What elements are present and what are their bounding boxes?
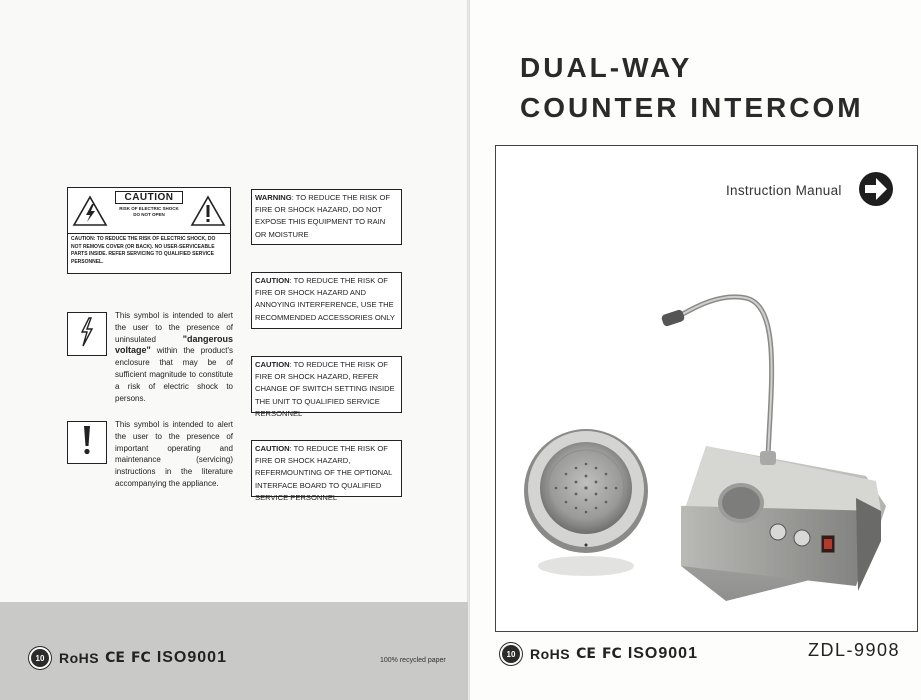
left-certification-row (31, 649, 227, 667)
caution-text-accessories: : TO REDUCE THE RISK OF FIRE OR SHOCK HAZARD AND ANNOYING INTERFERENCE, USE THE RECOMMENDED ACCESSORIES ONLY (255, 276, 395, 322)
caution-text-switch: : TO REDUCE THE RISK OF FIRE OR SHOCK HAZARD, REFER CHANGE OF SWITCH SETTING INSIDE THE UNIT TO QUALIFIED SERVICE RERSONNEL (255, 360, 395, 418)
ten-year-badge-icon-right: 10 (502, 645, 520, 663)
ce-mark: CE (105, 650, 125, 666)
caution-label-accessories: CAUTION (255, 276, 290, 285)
page-spine (467, 0, 470, 700)
warning-box-rain (251, 189, 402, 245)
lightning-text-before: This symbol is intended to alert the user to the presence of uninsulated (115, 311, 233, 344)
title-line-1: DUAL-WAY (520, 52, 693, 83)
model-number: ZDL-9908 (808, 640, 901, 660)
caution-box-interface (251, 440, 402, 502)
instruction-manual-label: Instruction Manual (726, 183, 842, 198)
recycled-paper-note: 100% recycled paper (380, 657, 446, 664)
rohs-mark-right: RoHS (530, 646, 571, 662)
caution-box-accessories (251, 272, 402, 329)
caution-body-text: CAUTION: TO REDUCE THE RISK OF ELECTRIC SHOCK, DO NOT REMOVE COVER (OR BACK). NO USER-SERVICEABLE PARTS INSIDE. REFER SERVICING TO QUALIFIED SERVICE PERSONNEL. (71, 236, 216, 265)
exclamation-triangle-icon (186, 188, 230, 233)
iso-mark: ISO9001 (156, 649, 227, 666)
warning-text: : TO REDUCE THE RISK OF FIRE OR SHOCK HAZARD, DO NOT EXPOSE THIS EQUIPMENT TO RAIN OR MOISTURE (255, 193, 391, 239)
ce-mark-right: CE (576, 646, 596, 662)
caution-label-switch: CAUTION (255, 360, 290, 369)
fc-mark: FC (130, 650, 151, 666)
exclamation-icon (82, 424, 92, 461)
warning-label: WARNING (255, 193, 292, 202)
title-line-2: COUNTER INTERCOM (520, 92, 864, 123)
lightning-icon (79, 317, 95, 352)
exclamation-symbol-box (67, 421, 107, 464)
fc-mark-right: FC (601, 646, 622, 662)
intercom-illustration (496, 146, 916, 631)
caution-box-switch (251, 356, 402, 418)
caution-text-interface: : TO REDUCE THE RISK OF FIRE OR SHOCK HAZARD, REFERMOUNTING OF THE OPTIONAL INTERFACE BOARD TO QUALIFIED SERVICE PERSONNEL (255, 444, 393, 502)
dangerous-voltage-text: "dangerous voltage" (115, 333, 233, 356)
rohs-mark: RoHS (59, 650, 100, 666)
right-certification-row (502, 645, 698, 663)
electric-shock-triangle-icon (68, 188, 112, 233)
caution-subtitle: RISK OF ELECTRIC SHOCK DO NOT OPEN (119, 206, 179, 217)
caution-label-interface: CAUTION (255, 444, 290, 453)
lightning-text-after: within the product's enclosure that may be of sufficient magnitude to constitute a risk of electric shock to persons. (115, 346, 233, 403)
lightning-symbol-description (115, 310, 233, 404)
caution-label (67, 187, 231, 274)
lightning-symbol-box (67, 312, 107, 356)
iso-mark-right: ISO9001 (627, 645, 698, 662)
exclamation-symbol-description: This symbol is intended to alert the user to the presence of important operating and maintenance (servicing) instructions in the literature accompanying the appliance. (115, 420, 233, 488)
caution-title: CAUTION (115, 191, 182, 204)
ten-year-badge-icon: 10 (31, 649, 49, 667)
